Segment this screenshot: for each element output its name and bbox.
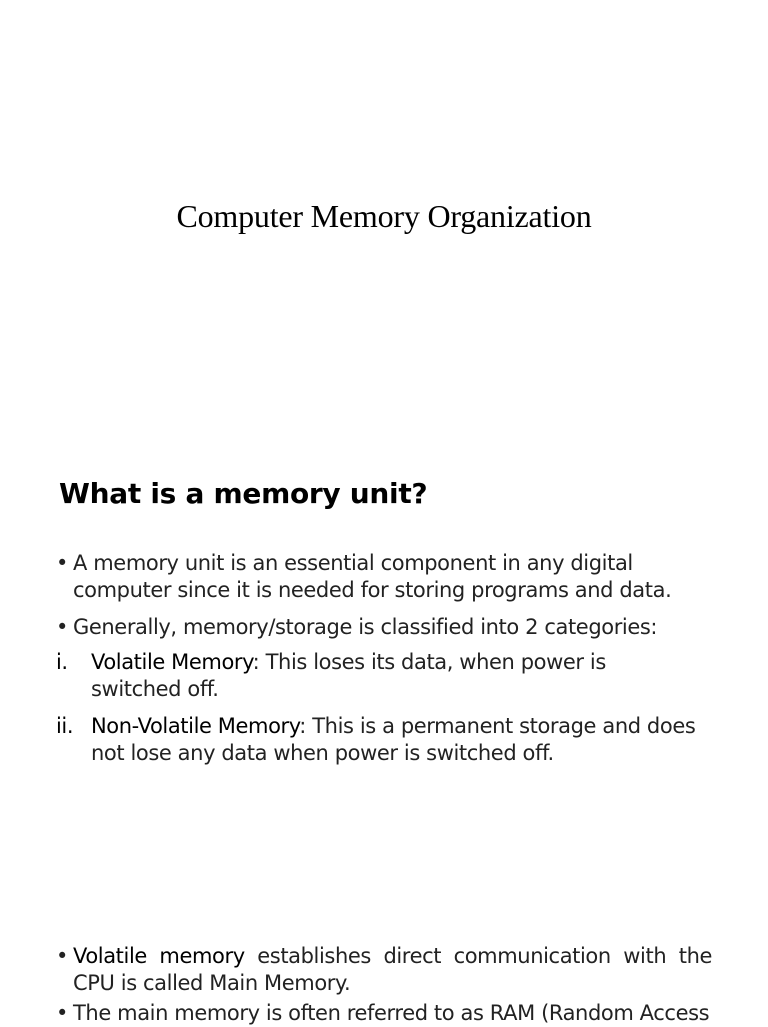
- bullet-marker: •: [56, 551, 68, 575]
- list-item: [56, 614, 716, 641]
- term-label: Non-Volatile Memory: [91, 714, 300, 738]
- term-label: Volatile Memory: [91, 650, 253, 674]
- title-slide: [0, 0, 768, 432]
- numbered-item: [56, 649, 656, 703]
- bullet-text: A memory unit is an essential component in any digital computer since it is needed for storing programs and data.: [73, 551, 672, 602]
- bullet-text: establishes direct communication with the CPU is called Main Memory.: [73, 944, 713, 995]
- slide-title: Computer Memory Organization: [176, 198, 592, 234]
- term-description: : This is a permanent storage and does not lose any data when power is switched off.: [91, 714, 696, 765]
- list-item: [56, 550, 716, 604]
- bullet-marker: •: [56, 1001, 68, 1025]
- memory-unit-slide: [0, 432, 768, 864]
- list-item: [56, 1000, 712, 1027]
- term-description: : This loses its data, when power is switched off.: [91, 650, 606, 701]
- bullet-text: The main memory is often referred to as RAM (Random Access: [73, 1001, 710, 1025]
- bullet-marker: •: [56, 944, 68, 968]
- term-label: Volatile memory: [73, 944, 245, 968]
- bullet-text: Generally, memory/storage is classified into 2 categories:: [73, 615, 658, 639]
- numbered-item: [56, 713, 696, 767]
- volatile-memory-slide: [0, 864, 768, 1024]
- numbered-marker: i.: [56, 650, 68, 674]
- list-item: [56, 943, 712, 997]
- bullet-marker: •: [56, 615, 68, 639]
- numbered-marker: ii.: [56, 714, 74, 738]
- slide-heading: What is a memory unit?: [59, 477, 428, 510]
